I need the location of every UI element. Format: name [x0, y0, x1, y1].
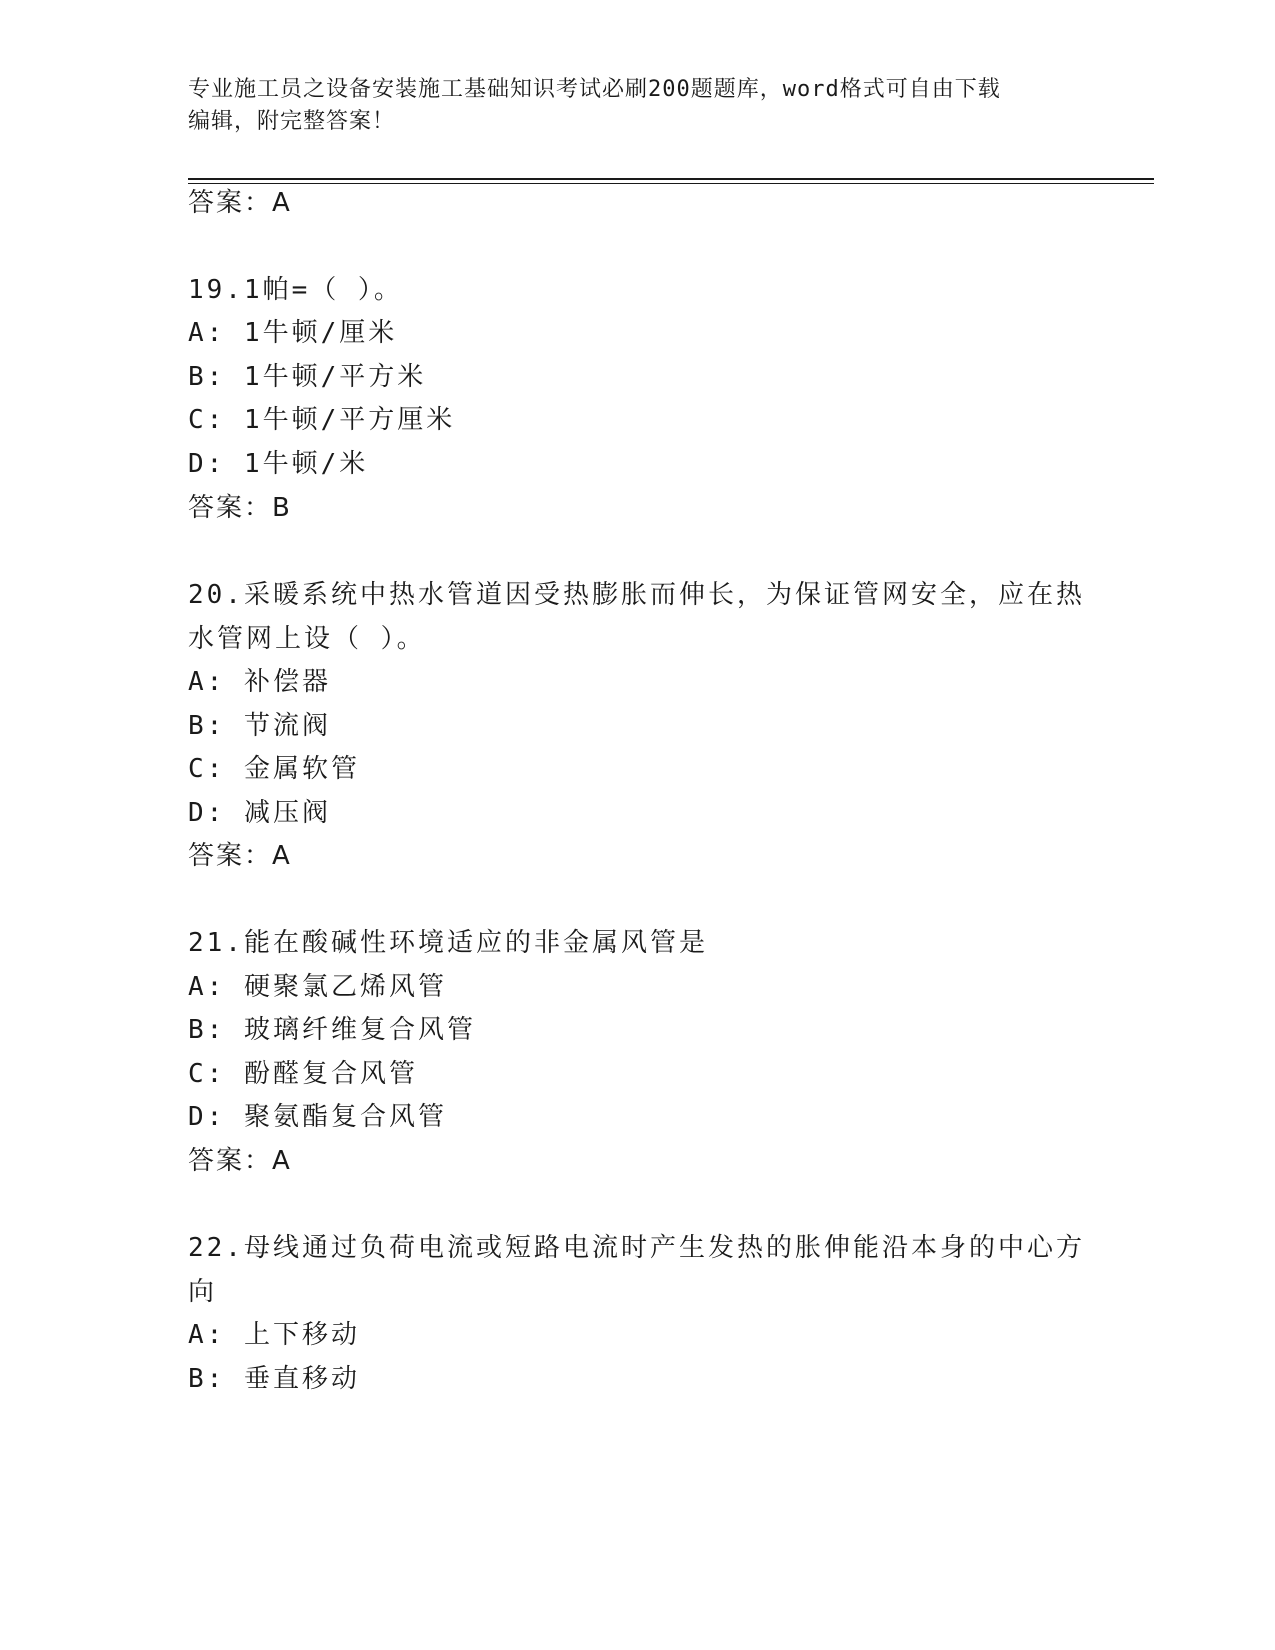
question-20-stem-line-1: 20.采暖系统中热水管道因受热膨胀而伸长，为保证管网安全，应在热	[188, 580, 1085, 610]
header-divider	[188, 178, 1154, 180]
question-19-stem: 19.1帕=（ ）。	[188, 275, 403, 305]
question-21-option-d: D: 聚氨酯复合风管	[188, 1102, 447, 1132]
question-19-option-b: B: 1牛顿/平方米	[188, 362, 427, 392]
question-22-stem-line-1: 22.母线通过负荷电流或短路电流时产生发热的胀伸能沿本身的中心方	[188, 1233, 1085, 1263]
header-line-1: 专业施工员之设备安装施工基础知识考试必刷200题题库，word格式可自由下载	[188, 77, 1001, 102]
question-21-stem: 21.能在酸碱性环境适应的非金属风管是	[188, 928, 708, 958]
question-20-option-a: A: 补偿器	[188, 667, 331, 697]
question-22-stem-line-2: 向	[188, 1277, 218, 1307]
question-20-option-c: C: 金属软管	[188, 754, 360, 784]
document-header	[188, 74, 1068, 138]
question-22-option-a: A: 上下移动	[188, 1320, 360, 1350]
question-19-option-a: A: 1牛顿/厘米	[188, 318, 398, 348]
answer-20: 答案：A	[188, 841, 292, 871]
question-20-option-d: D: 减压阀	[188, 798, 331, 828]
question-22-option-b: B: 垂直移动	[188, 1364, 360, 1394]
header-line-2: 编辑，附完整答案！	[188, 109, 396, 134]
header-divider-thin	[188, 183, 1154, 184]
question-20-stem-line-2: 水管网上设（ ）。	[188, 624, 426, 654]
question-19-option-d: D: 1牛顿/米	[188, 449, 369, 479]
question-20-option-b: B: 节流阀	[188, 711, 331, 741]
question-19-option-c: C: 1牛顿/平方厘米	[188, 405, 456, 435]
answer-21: 答案：A	[188, 1146, 292, 1176]
answer-19: 答案：B	[188, 493, 292, 523]
question-21-option-a: A: 硬聚氯乙烯风管	[188, 972, 447, 1002]
answer-18: 答案：A	[188, 188, 292, 218]
question-21-option-b: B: 玻璃纤维复合风管	[188, 1015, 476, 1045]
question-21-option-c: C: 酚醛复合风管	[188, 1059, 418, 1089]
